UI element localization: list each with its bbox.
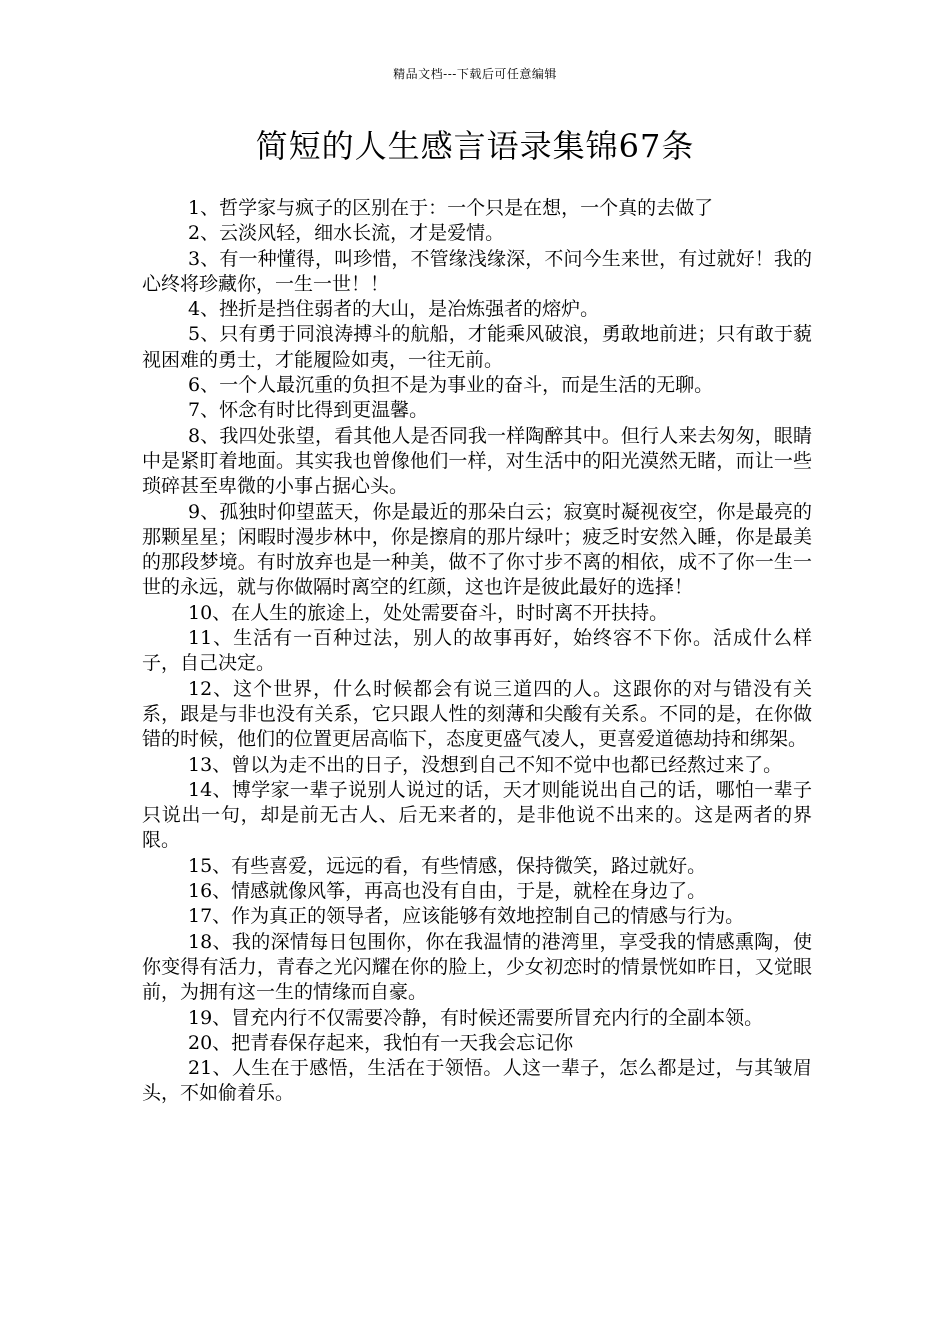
- document-body: [142, 196, 812, 1107]
- paragraph-5: 5、只有勇于同浪涛搏斗的航船，才能乘风破浪，勇敢地前进；只有敢于藐视困难的勇士，才能履险如夷，一往无前。: [142, 323, 812, 371]
- document-title: 简短的人生感言语录集锦67条: [255, 127, 695, 165]
- paragraph-4: 4、挫折是挡住弱者的大山，是冶炼强者的熔炉。: [188, 298, 600, 321]
- paragraph-10: 10、在人生的旅途上，处处需要奋斗，时时离不开扶持。: [188, 601, 669, 624]
- paragraph-2: 2、云淡风轻，细水长流，才是爱情。: [188, 222, 505, 245]
- paragraph-16: 16、情感就像风筝，再高也没有自由，于是，就栓在身边了。: [188, 880, 707, 903]
- paragraph-3: 3、有一种懂得，叫珍惜，不管缘浅缘深，不问今生来世，有过就好！我的心终将珍藏你，一生一世！！: [142, 247, 812, 295]
- paragraph-21: 21、人生在于感悟，生活在于领悟。人这一辈子，怎么都是过，与其皱眉头，不如偷着乐。: [142, 1057, 812, 1105]
- paragraph-17: 17、作为真正的领导者，应该能够有效地控制自己的情感与行为。: [188, 905, 745, 928]
- paragraph-14: 14、博学家一辈子说别人说过的话，天才则能说出自己的话，哪怕一辈子只说出一句，却是前无古人、后无来者的，是非他说不出来的。这是两者的界限。: [142, 778, 812, 852]
- paragraph-15: 15、有些喜爱，远远的看，有些情感，保持微笑，路过就好。: [188, 854, 707, 877]
- paragraph-19: 19、冒充内行不仅需要冷静，有时候还需要所冒充内行的全副本领。: [188, 1006, 764, 1029]
- paragraph-13: 13、曾以为走不出的日子，没想到自己不知不觉中也都已经熬过来了。: [188, 753, 783, 776]
- paragraph-7: 7、怀念有时比得到更温馨。: [188, 399, 429, 422]
- paragraph-20: 20、把青春保存起来，我怕有一天我会忘记你: [188, 1031, 574, 1054]
- paragraph-6: 6、一个人最沉重的负担不是为事业的奋斗，而是生活的无聊。: [188, 374, 714, 397]
- paragraph-1: 1、哲学家与疯子的区别在于：一个只是在想，一个真的去做了: [188, 197, 714, 219]
- paragraph-12: 12、这个世界，什么时候都会有说三道四的人。这跟你的对与错没有关系，跟是与非也没有关系，它只跟人性的刻薄和尖酸有关系。不同的是，在你做错的时候，他们的位置更居高临下，态度更盛气凌人，更喜爱道德劫持和绑架。: [142, 677, 812, 751]
- header-note: 精品文档---下载后可任意编辑: [393, 67, 557, 81]
- paragraph-8: 8、我四处张望，看其他人是否同我一样陶醉其中。但行人来去匆匆，眼睛中是紧盯着地面。其实我也曾像他们一样，对生活中的阳光漠然无睹，而让一些琐碎甚至卑微的小事占据心头。: [142, 424, 812, 498]
- paragraph-18: 18、我的深情每日包围你，你在我温情的港湾里，享受我的情感熏陶，使你变得有活力，青春之光闪耀在你的脸上，少女初恋时的情景恍如昨日，又觉眼前，为拥有这一生的情缘而自豪。: [142, 930, 812, 1004]
- paragraph-9: 9、孤独时仰望蓝天，你是最近的那朵白云；寂寞时凝视夜空，你是最亮的那颗星星；闲暇时漫步林中，你是擦肩的那片绿叶；疲乏时安然入睡，你是最美的那段梦境。有时放弃也是一种美，做不了你寸步不离的相依，成不了你一生一世的永远，就与你做隔时离空的红颜，这也许是彼此最好的选择！: [142, 500, 812, 599]
- paragraph-11: 11、生活有一百种过法，别人的故事再好，始终容不下你。活成什么样子，自己决定。: [142, 627, 812, 675]
